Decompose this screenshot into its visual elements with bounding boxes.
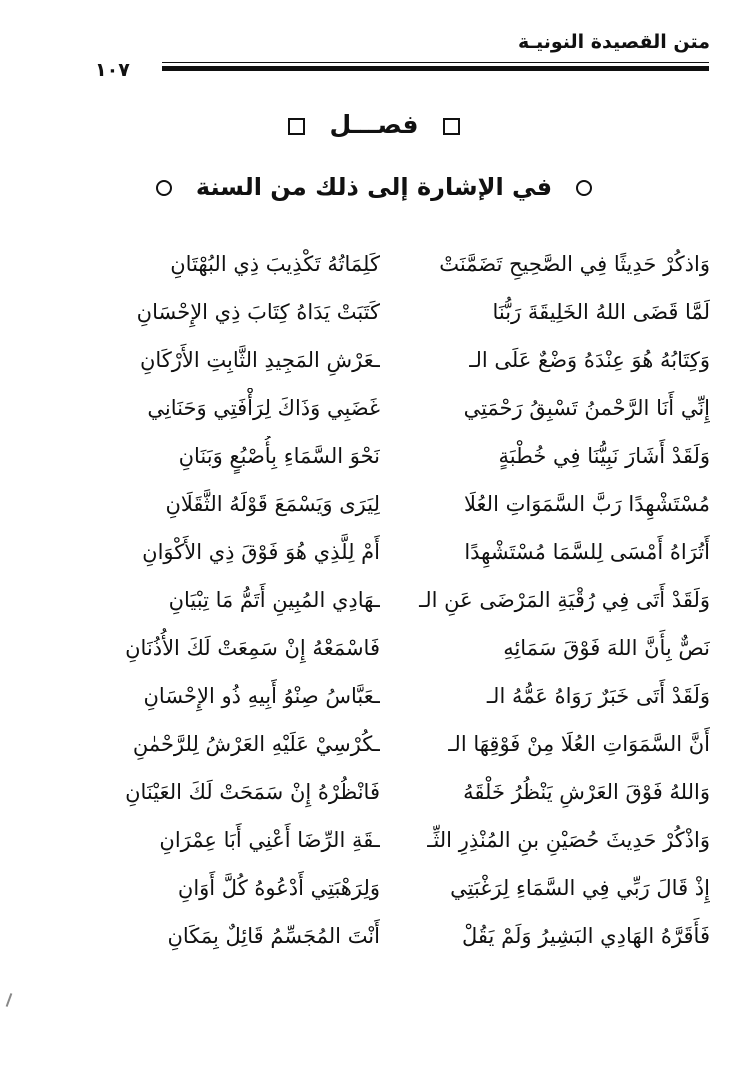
verse-line — [90, 768, 710, 816]
square-ornament-icon — [288, 118, 305, 135]
section-heading-text: فصـــل — [329, 110, 419, 139]
verse-first-hemistich: إِنِّي أَنَا الرَّحْمنُ تَسْبِقُ رَحْمَتِي — [463, 396, 710, 420]
header-rule-thin — [162, 62, 709, 63]
scan-mark — [6, 993, 13, 1007]
verse-line — [90, 480, 710, 528]
verse-second-hemistich: ـعَرْشِ المَجِيدِ الثَّابِتِ الأَرْكَانِ — [139, 348, 380, 372]
verse-first-hemistich: لَمَّا قَضَى اللهُ الخَلِيقَةَ رَبُّنَا — [492, 300, 710, 324]
verse-second-hemistich: ـقَةِ الرِّضَا أَعْنِي أَبَا عِمْرَانِ — [159, 828, 380, 852]
section-subheading — [0, 167, 748, 207]
verse-first-hemistich: وَلَقَدْ أَشَارَ نَبِيُّنَا فِي خُطْبَةٍ — [498, 444, 710, 468]
verse-line — [90, 384, 710, 432]
verse-line — [90, 576, 710, 624]
verse-second-hemistich: لِيَرَى وَيَسْمَعَ قَوْلَهُ الثَّقَلَانِ — [165, 492, 380, 516]
verse-line — [90, 528, 710, 576]
verse-second-hemistich: أَمْ لِلَّذِي هُوَ فَوْقَ ذِي الأَكْوَانِ — [142, 540, 380, 564]
verse-second-hemistich: ـعَبَّاسُ صِنْوُ أَبِيهِ ذُو الإِحْسَانِ — [143, 684, 380, 708]
page-number: ١٠٧ — [95, 59, 130, 81]
verse-first-hemistich: أَتُرَاهُ أَمْسَى لِلسَّمَا مُسْتَشْهِدًا — [464, 540, 710, 564]
square-ornament-icon — [443, 118, 460, 135]
running-header-title: متن القصيدة النونيـة — [517, 31, 710, 53]
verse-second-hemistich: نَحْوَ السَّمَاءِ بِأُصْبُعٍ وَبَنَانِ — [178, 444, 380, 468]
verse-second-hemistich: ـهَادِي المُبِينِ أَتَمُّ مَا تِبْيَانِ — [168, 588, 380, 612]
verse-first-hemistich: وَلَقَدْ أَتَى فِي رُقْيَةِ المَرْضَى عَنِ الـ — [419, 588, 710, 612]
circle-ornament-icon — [576, 180, 592, 196]
verse-line — [90, 864, 710, 912]
section-subheading-text: في الإشارة إلى ذلك من السنة — [195, 173, 553, 201]
verse-line — [90, 240, 710, 288]
circle-ornament-icon — [156, 180, 172, 196]
verse-first-hemistich: وَكِتَابُهُ هُوَ عِنْدَهُ وَضْعٌ عَلَى الـ — [469, 348, 710, 372]
verse-second-hemistich: فَاسْمَعْهُ إِنْ سَمِعَتْ لَكَ الأُذُنَانِ — [125, 636, 380, 660]
verse-first-hemistich: وَاللهُ فَوْقَ العَرْشِ يَنْظُرُ خَلْقَهُ — [463, 780, 710, 804]
verse-first-hemistich: وَلَقَدْ أَتَى خَبَرٌ رَوَاهُ عَمُّهُ الـ — [486, 684, 710, 708]
verse-second-hemistich: كَتَبَتْ يَدَاهُ كِتَابَ ذِي الإِحْسَانِ — [136, 300, 380, 324]
verse-second-hemistich: غَضَبِي وَذَاكَ لِرَأْفَتِي وَحَنَانِي — [147, 396, 380, 420]
verses-list — [90, 240, 710, 960]
verse-line — [90, 624, 710, 672]
verse-line — [90, 432, 710, 480]
verse-line — [90, 720, 710, 768]
verse-second-hemistich: وَلِرَهْبَتِي أَدْعُوهُ كُلَّ أَوَانِ — [177, 876, 380, 900]
verse-first-hemistich: وَاذْكُرْ حَدِيثَ حُصَيْنِ بنِ المُنْذِرِ الثِّـ — [427, 828, 710, 852]
verse-line — [90, 288, 710, 336]
verse-second-hemistich: كَلِمَاتُهُ تَكْذِيبَ ذِي البُهْتَانِ — [170, 252, 380, 276]
verse-first-hemistich: مُسْتَشْهِدًا رَبَّ السَّمَوَاتِ العُلَا — [464, 492, 710, 516]
verse-first-hemistich: أَنَّ السَّمَوَاتِ العُلَا مِنْ فَوْقِهَا الـ — [448, 732, 710, 756]
verse-first-hemistich: فَأَقَرَّهُ الهَادِي البَشِيرُ وَلَمْ يَقُلْ — [462, 924, 710, 948]
verse-line — [90, 336, 710, 384]
section-heading — [0, 105, 748, 145]
header-rule-thick — [162, 66, 709, 71]
verse-line — [90, 816, 710, 864]
verse-line — [90, 672, 710, 720]
verse-first-hemistich: وَاذكُرْ حَدِيثًا فِي الصَّحِيحِ تَضَمَّنَتْ — [439, 252, 710, 276]
verse-second-hemistich: فَانْظُرْهُ إِنْ سَمَحَتْ لَكَ العَيْنَانِ — [125, 780, 380, 804]
verse-first-hemistich: إِذْ قَالَ رَبِّي فِي السَّمَاءِ لِرَغْبَتِي — [450, 876, 710, 900]
verse-first-hemistich: نَصٌّ بِأَنَّ اللهَ فَوْقَ سَمَائِهِ — [503, 636, 710, 660]
verse-line — [90, 912, 710, 960]
verse-second-hemistich: ـكُرْسِيْ عَلَيْهِ العَرْشُ لِلرَّحْمٰنِ — [132, 732, 380, 756]
verse-second-hemistich: أَنْتَ المُجَسِّمُ قَائِلٌ بِمَكَانِ — [167, 924, 380, 948]
